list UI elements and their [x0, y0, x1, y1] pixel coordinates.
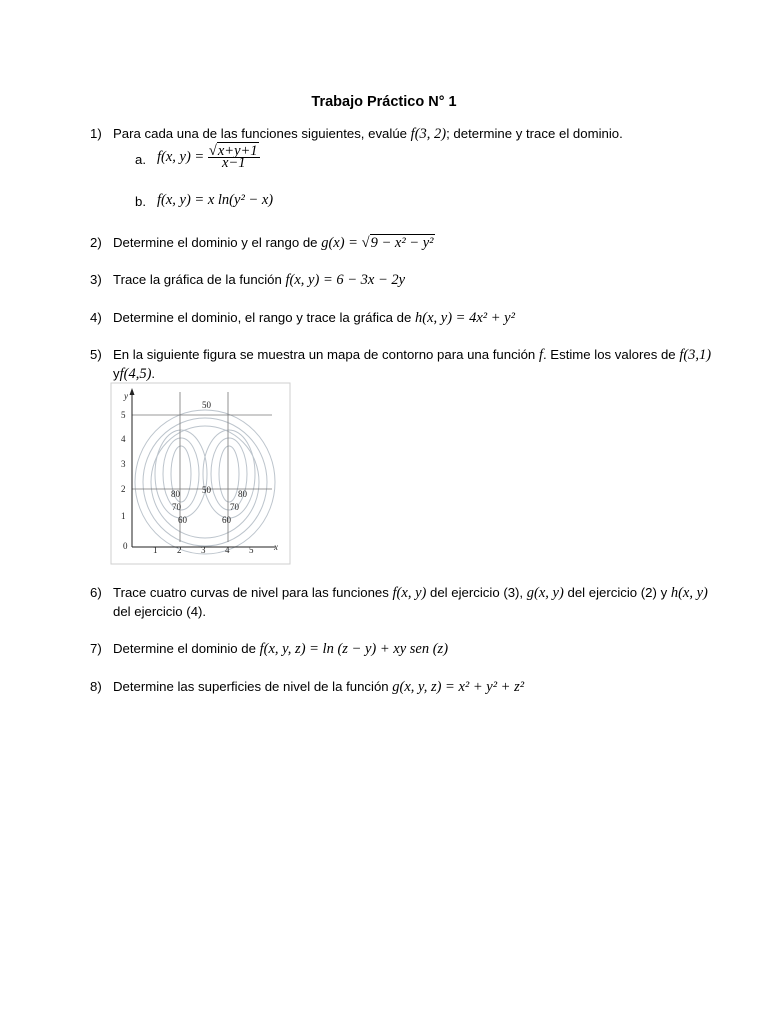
question-text: En la siguiente figura se muestra un mapa de contorno para una función	[113, 347, 536, 362]
fraction: $\frac{√x+y+1}{x-1}$	[208, 143, 258, 171]
item-label: b.	[135, 194, 146, 209]
question-number: 5)	[90, 347, 102, 362]
question-text: Determine el dominio, el rango y trace la gráfica de	[113, 310, 412, 325]
x-tick-label: 2	[177, 545, 182, 555]
y-axis-label: y	[124, 391, 128, 401]
page-title: Trabajo Práctico N° 1	[311, 94, 457, 110]
question-text: Determine el dominio y el rango de	[113, 235, 318, 250]
math-expression: f(x, y)	[392, 585, 427, 601]
math-expression: f	[538, 347, 543, 363]
math-expression: h(x, y)	[670, 585, 708, 601]
question-number: 6)	[90, 585, 102, 600]
question-text: del ejercicio (4).	[113, 604, 207, 619]
contour-label: 70	[230, 502, 239, 512]
math-expression: f(x, y, z) = ln (z − y) + xy sen (z)	[259, 641, 449, 657]
x-tick-label: 5	[249, 545, 254, 555]
question-text: Para cada una de las funciones siguientes, evalúe	[113, 126, 407, 141]
question-text: del ejercicio (2) y	[567, 585, 668, 600]
contour-label: 60	[222, 515, 231, 525]
math-expression: f(4,5)	[119, 366, 152, 382]
question-text: Trace la gráfica de la función	[113, 272, 282, 287]
math-expression: g(x, y, z) = x² + y² + z²	[392, 679, 525, 695]
contour-label: 50	[202, 400, 211, 410]
numerator: x+y+1	[217, 143, 258, 159]
question-number: 2)	[90, 235, 102, 250]
x-tick-label: 3	[201, 545, 206, 555]
contour-label: 60	[178, 515, 187, 525]
question-text: Determine las superficies de nivel de la función	[113, 679, 389, 694]
contour-map-figure	[110, 382, 292, 566]
question-number: 1)	[90, 126, 102, 141]
math-expression: g(x) =	[321, 235, 358, 251]
y-tick-label: 3	[121, 459, 126, 469]
y-tick-label: 4	[121, 434, 126, 444]
contour-label: 80	[238, 489, 247, 499]
x-tick-label: 1	[153, 545, 158, 555]
y-tick-label: 5	[121, 410, 126, 420]
y-tick-label: 1	[121, 511, 126, 521]
question-text: Trace cuatro curvas de nivel para las funciones	[113, 585, 389, 600]
radicand: 9 − x² − y²	[370, 235, 434, 251]
question-number: 8)	[90, 679, 102, 694]
math-expression: f(x, y) = 6 − 3x − 2y	[285, 272, 406, 288]
question-text: . Estime los valores de	[542, 347, 676, 362]
question-number: 7)	[90, 641, 102, 656]
question-text: Determine el dominio de	[113, 641, 256, 656]
question-number: 3)	[90, 272, 102, 287]
denominator: x−1	[221, 155, 246, 171]
y-tick-label: 2	[121, 484, 126, 494]
question-text: del ejercicio (3),	[430, 585, 524, 600]
math-expression: f(3, 2)	[410, 126, 447, 142]
contour-label: 70	[172, 502, 181, 512]
question-text: ; determine y trace el dominio.	[446, 126, 623, 141]
x-tick-label: 4	[225, 545, 230, 555]
contour-label: 80	[171, 489, 180, 499]
math-expression: h(x, y) = 4x² + y²	[415, 310, 515, 326]
math-expression: f(3,1)	[679, 347, 712, 363]
math-expression: f(x, y) = x ln(y² − x)	[157, 192, 274, 208]
math-expression: f(x, y) =	[157, 148, 205, 165]
math-expression: g(x, y)	[526, 585, 564, 601]
item-label: a.	[135, 152, 146, 167]
contour-label: 50	[202, 485, 211, 495]
question-text: y	[113, 366, 120, 381]
question-number: 4)	[90, 310, 102, 325]
x-axis-label: x	[274, 542, 278, 552]
origin-label: 0	[123, 541, 128, 551]
